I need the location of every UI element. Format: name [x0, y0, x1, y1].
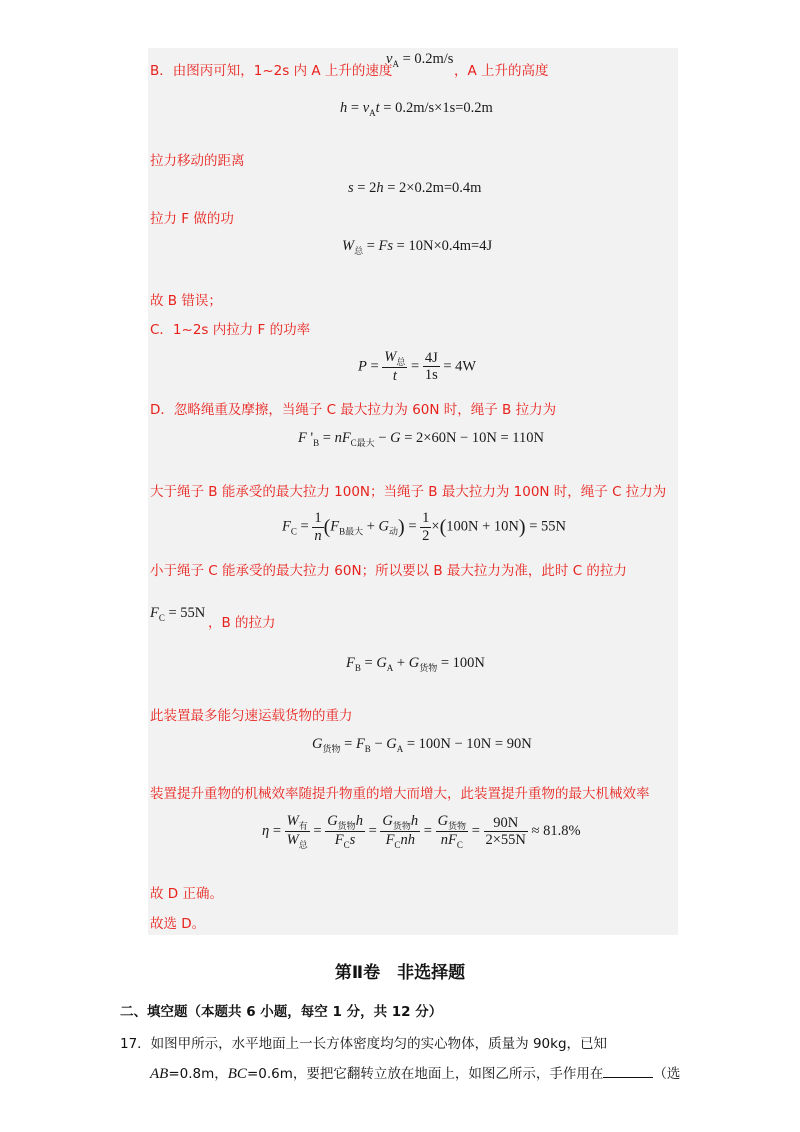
question-17-line-1: 17．如图甲所示，水平地面上一长方体密度均匀的实心物体，质量为 90kg，已知 — [120, 1036, 608, 1052]
answer-blank[interactable] — [603, 1065, 653, 1078]
formula-efficiency: η = $\frac{W_有}{W_总}$ = $\frac{G_{货物}h}{F_Cs}$ = $\frac{G_{货物}h}{F_Cnh}$ = $\frac{G_{货物}}{nF_C}$ = $\frac{90N}{2\times 55N}$ ≈ 81.8% — [262, 813, 581, 851]
work-label: 拉力 F 做的功 — [150, 211, 234, 227]
formula-height: $h = v_At = 0.2m/s\times 1s=0.2m$ — [340, 100, 493, 118]
formula-work: $W_总 = Fs = 10N\times 0.4m=4J$ — [342, 238, 493, 256]
option-b-text: B．由图丙可知，1~2s 内 A 上升的速度 — [150, 63, 393, 79]
formula-vA: $v_A = 0.2m/s$ — [386, 51, 454, 69]
final-answer: 故选 D。 — [150, 916, 206, 932]
d-text-6: 装置提升重物的机械效率随提升物重的增大而增大，此装置提升重物的最大机械效率 — [150, 786, 650, 802]
q17-line-end: （选 — [653, 1066, 681, 1082]
d-text-4: ，B 的拉力 — [208, 615, 276, 631]
option-c-text: C．1~2s 内拉力 F 的功率 — [150, 322, 311, 338]
segment-ab: AB — [150, 1066, 169, 1082]
option-b-text-2: ，A 上升的高度 — [454, 63, 549, 79]
formula-fb: $F_B = G_A + G_{货物} = 100N$ — [346, 655, 485, 673]
q17-ab-value: =0.8m， — [168, 1066, 228, 1082]
d-text-5: 此装置最多能匀速运载货物的重力 — [150, 708, 353, 724]
formula-power: P = $\frac{W_总}{t}$ = $\frac{4J}{1s}$ = 4W — [358, 349, 477, 385]
pull-distance-label: 拉力移动的距离 — [150, 153, 245, 169]
d-correct: 故 D 正确。 — [150, 886, 223, 902]
q17-bc-value: =0.6m，要把它翻转立放在地面上，如图乙所示，手作用在 — [246, 1066, 604, 1082]
formula-cargo-weight: $G_{货物} = F_B - G_A = 100N - 10N = 90N$ — [312, 736, 532, 754]
d-text-2: 大于绳子 B 能承受的最大拉力 100N；当绳子 B 最大拉力为 100N 时，绳子 C 拉力为 — [150, 484, 667, 500]
part-two-heading: 第Ⅱ卷 非选择题 — [334, 963, 466, 983]
d-text-3: 小于绳子 C 能承受的最大拉力 60N；所以要以 B 最大拉力为准，此时 C 的拉力 — [150, 563, 627, 579]
b-wrong: 故 B 错误； — [150, 293, 222, 309]
formula-fc-value: $F_C = 55N$ — [150, 605, 206, 623]
formula-distance: s = 2h = 2×0.2m=0.4m — [348, 180, 482, 196]
section-heading: 二、填空题（本题共 6 小题，每空 1 分，共 12 分） — [120, 1004, 443, 1020]
formula-fc: $F_C$ = $\frac{1}{n}$ $(F_{B最大} + G_动)$ = $\frac{1}{2}$ ×(100N + 10N) = 55N — [282, 510, 566, 544]
segment-bc: BC — [227, 1066, 247, 1082]
formula-fb-prime: F '$_B = nF_{C最大} - G = 2\times 60N - 10N = 110N$ — [298, 430, 544, 448]
question-17-line-2 — [150, 1062, 680, 1083]
option-d-text: D．忽略绳重及摩擦，当绳子 C 最大拉力为 60N 时，绳子 B 拉力为 — [150, 402, 557, 418]
